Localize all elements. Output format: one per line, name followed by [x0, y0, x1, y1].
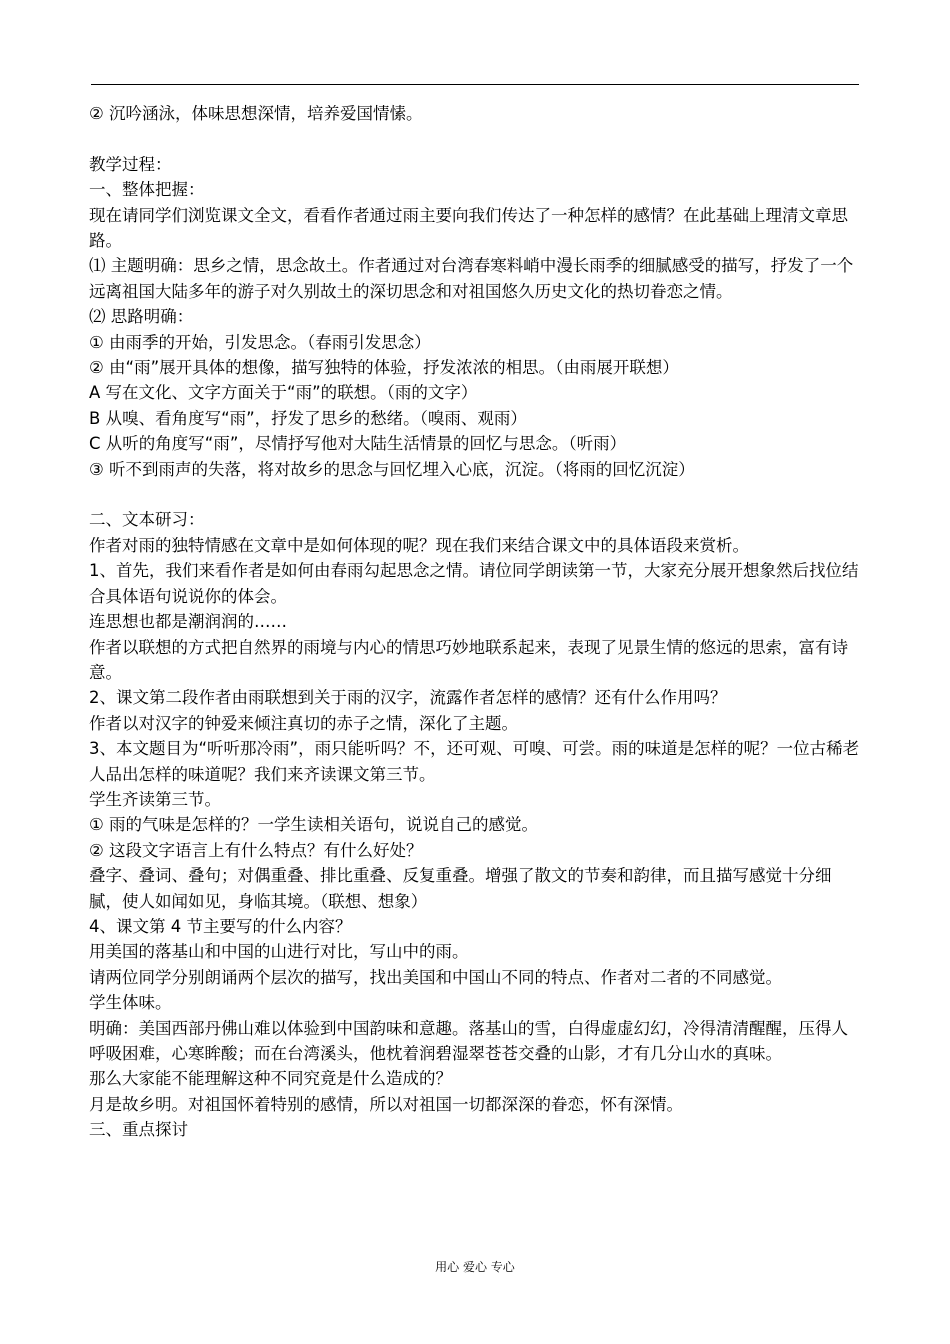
section-heading: 三、重点探讨 — [89, 1120, 188, 1140]
paragraph: ③ 听不到雨声的失落，将对故乡的思念与回忆埋入心底，沉淀。（将雨的回忆沉淀） — [89, 459, 695, 479]
paragraph: ⑴ 主题明确：思乡之情，思念故土。作者通过对台湾春寒料峭中漫长雨季的细腻感受的描写，抒发了一个远离祖国大陆多年的游子对久别故土的深切思念和对祖国悠久历史文化的热切眷恋之情。 — [89, 256, 854, 301]
paragraph: 2、课文第二段作者由雨联想到关于雨的汉字，流露作者怎样的感情？还有什么作用吗？ — [89, 688, 727, 708]
paragraph: A 写在文化、文字方面关于“雨”的联想。（雨的文字） — [89, 383, 478, 403]
document-body — [89, 101, 864, 1143]
paragraph: 4、课文第 4 节主要写的什么内容？ — [89, 916, 352, 936]
paragraph: ① 雨的气味是怎样的？一学生读相关语句，说说自己的感觉。 — [89, 815, 539, 835]
paragraph: ② 这段文字语言上有什么特点？有什么好处？ — [89, 840, 423, 860]
blank-line — [89, 482, 864, 507]
paragraph: 学生体味。 — [89, 993, 172, 1013]
paragraph: 那么大家能不能理解这种不同究竟是什么造成的？ — [89, 1069, 452, 1089]
paragraph: 叠字、叠词、叠句；对偶重叠、排比重叠、反复重叠。增强了散文的节奏和韵律，而且描写感觉十分细腻，使人如闻如见，身临其境。（联想、想象） — [89, 866, 832, 911]
section-heading: 教学过程： — [89, 154, 172, 174]
paragraph: B 从嗅、看角度写“雨”，抒发了思乡的愁绪。（嗅雨、观雨） — [89, 408, 527, 428]
header-rule — [91, 84, 859, 85]
paragraph: 明确：美国西部丹佛山难以体验到中国韵味和意趣。落基山的雪，白得虚虚幻幻，冷得清清醒醒，压得人呼吸困难，心寒眸酸；而在台湾溪头，他枕着润碧湿翠苍苍交叠的山影，才有几分山水的真味。 — [89, 1018, 848, 1063]
paragraph: 请两位同学分别朗诵两个层次的描写，找出美国和中国山不同的特点、作者对二者的不同感觉。 — [89, 967, 782, 987]
section-heading: 二、文本研习： — [89, 510, 205, 530]
paragraph: 作者以联想的方式把自然界的雨境与内心的情思巧妙地联系起来，表现了见景生情的悠远的思索，富有诗意。 — [89, 637, 848, 682]
paragraph: ② 由“雨”展开具体的想像，描写独特的体验，抒发浓浓的相思。（由雨展开联想） — [89, 358, 679, 378]
paragraph: 学生齐读第三节。 — [89, 789, 221, 809]
paragraph: ⑵ 思路明确： — [89, 307, 194, 327]
paragraph: C 从听的角度写“雨”，尽情抒写他对大陆生活情景的回忆与思念。（听雨） — [89, 434, 627, 454]
paragraph: 月是故乡明。对祖国怀着特别的感情，所以对祖国一切都深深的眷恋，怀有深情。 — [89, 1094, 683, 1114]
section-heading: 一、整体把握： — [89, 180, 205, 200]
paragraph: 现在请同学们浏览课文全文，看看作者通过雨主要向我们传达了一种怎样的感情？在此基础上理清文章思路。 — [89, 205, 848, 251]
page-footer: 用心 爱心 专心 — [435, 1260, 515, 1274]
paragraph: 用美国的落基山和中国的山进行对比，写山中的雨。 — [89, 942, 469, 962]
paragraph: 连思想也都是潮润润的…… — [89, 612, 287, 632]
blank-line — [89, 126, 864, 151]
paragraph: ② 沉吟涵泳，体味思想深情，培养爱国情愫。 — [89, 104, 423, 123]
paragraph: 1、首先，我们来看作者是如何由春雨勾起思念之情。请位同学朗读第一节，大家充分展开想象然后找位结合具体语句说说你的体会。 — [89, 561, 859, 606]
paragraph: 作者对雨的独特情感在文章中是如何体现的呢？现在我们来结合课文中的具体语段来赏析。 — [89, 535, 749, 555]
paragraph: 3、本文题目为“听听那冷雨”，雨只能听吗？不，还可观、可嗅、可尝。雨的味道是怎样的呢？一位古稀老人品出怎样的味道呢？我们来齐读课文第三节。 — [89, 739, 860, 784]
paragraph: 作者以对汉字的钟爱来倾注真切的赤子之情，深化了主题。 — [89, 713, 518, 733]
paragraph: ① 由雨季的开始，引发思念。（春雨引发思念） — [89, 332, 431, 352]
